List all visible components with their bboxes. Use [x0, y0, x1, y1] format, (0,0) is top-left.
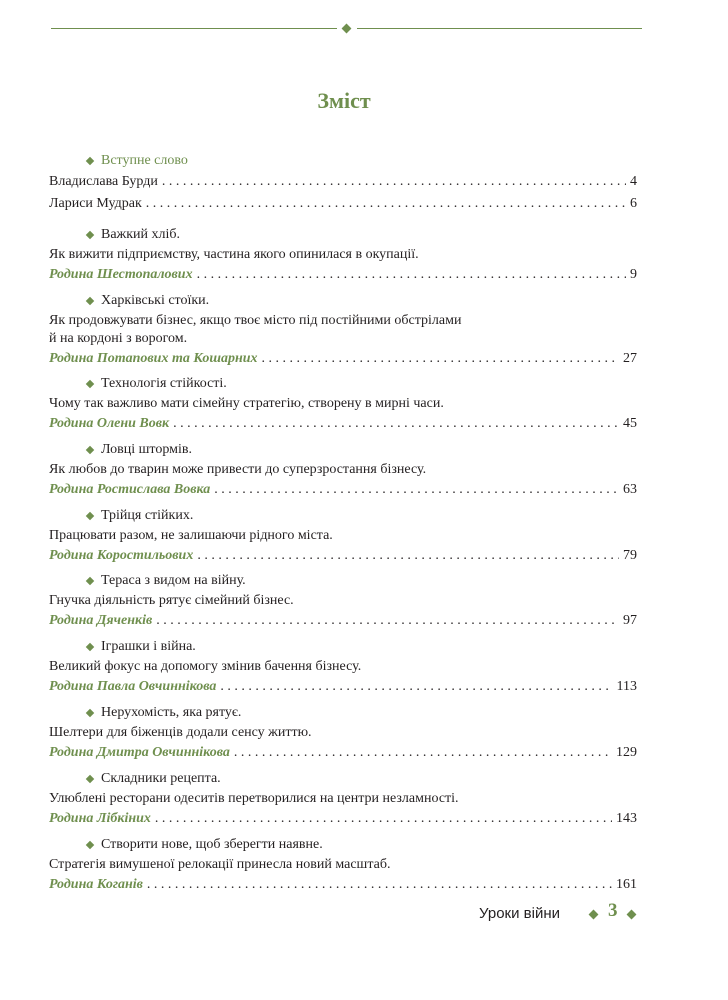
top-ornament-diamond-icon	[342, 24, 352, 34]
section-heading-text: Нерухомість, яка рятує.	[101, 705, 242, 720]
section-heading	[49, 226, 673, 244]
section-subtitle: Як продовжувати бізнес, якщо твоє місто під постійними обстрілами	[49, 313, 462, 328]
toc-entry-intro[interactable]	[49, 195, 637, 213]
section-heading-text: Технологія стійкості.	[101, 376, 227, 391]
toc-entry-family[interactable]	[49, 612, 637, 630]
page-number: 4	[630, 174, 637, 189]
section-heading	[49, 638, 673, 656]
dot-leader	[262, 350, 619, 368]
dot-leader	[147, 876, 612, 894]
toc-entry-family[interactable]	[49, 266, 637, 284]
top-rule-left	[51, 28, 337, 29]
section-heading-text: Тераса з видом на війну.	[101, 573, 246, 588]
page-title: Зміст	[317, 88, 371, 113]
section-heading	[49, 507, 673, 525]
toc-entry-family[interactable]	[49, 744, 637, 762]
dot-leader	[197, 266, 626, 284]
dot-leader	[214, 481, 619, 499]
footer-book-title: Уроки війни	[479, 905, 560, 922]
section-heading-text: Вступне слово	[101, 153, 188, 168]
section-subtitle: Гнучка діяльність рятує сімейний бізнес.	[49, 593, 294, 608]
page-number: 45	[623, 416, 637, 431]
section-heading	[49, 375, 673, 393]
toc-entry-family[interactable]	[49, 810, 637, 828]
section-heading	[49, 441, 673, 459]
page-number: 63	[623, 482, 637, 497]
toc-entry-family[interactable]	[49, 547, 637, 565]
footer-right-diamond-icon	[627, 910, 637, 920]
dot-leader	[155, 810, 612, 828]
page-number: 161	[616, 877, 637, 892]
toc-entry-family-label: Родина Шестопалових	[49, 267, 193, 282]
section-subtitle: Чому так важливо мати сімейну стратегію, створену в мирні часи.	[49, 396, 444, 411]
toc-entry-intro-label: Владислава Бурди	[49, 174, 158, 189]
section-heading	[49, 770, 673, 788]
toc-entry-family[interactable]	[49, 350, 637, 368]
dot-leader	[146, 195, 626, 213]
page-number: 143	[616, 811, 637, 826]
toc-entry-family-label: Родина Ростислава Вовка	[49, 482, 211, 497]
dot-leader	[173, 415, 619, 433]
section-heading	[49, 292, 673, 310]
section-heading-text: Харківські стоїки.	[101, 293, 210, 308]
dot-leader	[156, 612, 619, 630]
dot-leader	[220, 678, 612, 696]
page-number: 97	[623, 613, 637, 628]
page-number: 79	[623, 548, 637, 563]
toc-entry-family-label: Родина Олени Вовк	[49, 416, 170, 431]
section-heading-text: Складники рецепта.	[101, 771, 221, 786]
top-rule-right	[357, 28, 642, 29]
section-subtitle: й на кордоні з ворогом.	[49, 331, 188, 346]
dot-leader	[234, 744, 612, 762]
toc-entry-intro[interactable]	[49, 173, 637, 191]
footer-left-diamond-icon	[589, 910, 599, 920]
section-heading-text: Трійця стійких.	[101, 508, 194, 523]
toc-entry-family-label: Родина Коростильових	[49, 548, 194, 563]
section-heading-text: Створити нове, щоб зберегти наявне.	[101, 837, 323, 852]
toc-entry-family-label: Родина Дяченків	[49, 613, 153, 628]
toc-entry-family[interactable]	[49, 876, 637, 894]
toc-entry-family-label: Родина Лібкіних	[49, 811, 151, 826]
section-heading	[49, 152, 673, 170]
toc-entry-family[interactable]	[49, 678, 637, 696]
toc-entry-family-label: Родина Дмитра Овчиннікова	[49, 745, 230, 760]
toc-entry-family-label: Родина Коганів	[49, 877, 143, 892]
dot-leader	[197, 547, 619, 565]
toc-entry-family[interactable]	[49, 415, 637, 433]
section-subtitle: Працювати разом, не залишаючи рідного міста.	[49, 528, 333, 543]
section-heading	[49, 836, 673, 854]
toc-entry-family-label: Родина Павла Овчиннікова	[49, 679, 217, 694]
section-heading-text: Ловці штормів.	[101, 442, 192, 457]
toc-entry-intro-label: Лариси Мудрак	[49, 196, 142, 211]
toc-entry-family[interactable]	[49, 481, 637, 499]
footer-page-number: 3	[608, 900, 618, 921]
section-subtitle: Шелтери для біженців додали сенсу життю.	[49, 725, 312, 740]
section-heading-text: Важкий хліб.	[101, 227, 181, 242]
dot-leader	[162, 173, 626, 191]
section-subtitle: Великий фокус на допомогу змінив бачення бізнесу.	[49, 659, 362, 674]
section-heading	[49, 704, 673, 722]
page-number: 9	[630, 267, 637, 282]
toc-entry-family-label: Родина Потапових та Кошарних	[49, 351, 258, 366]
section-heading	[49, 572, 673, 590]
section-heading-text: Іграшки і війна.	[101, 639, 196, 654]
section-subtitle: Як вижити підприємству, частина якого опинилася в окупації.	[49, 247, 419, 262]
page-number: 113	[616, 679, 637, 694]
page-number: 27	[623, 351, 637, 366]
page-number: 129	[616, 745, 637, 760]
section-subtitle: Стратегія вимушеної релокації принесла новий масштаб.	[49, 857, 391, 872]
page-number: 6	[630, 196, 637, 211]
section-subtitle: Улюблені ресторани одеситів перетворилися на центри незламності.	[49, 791, 459, 806]
section-subtitle: Як любов до тварин може привести до суперзростання бізнесу.	[49, 462, 427, 477]
